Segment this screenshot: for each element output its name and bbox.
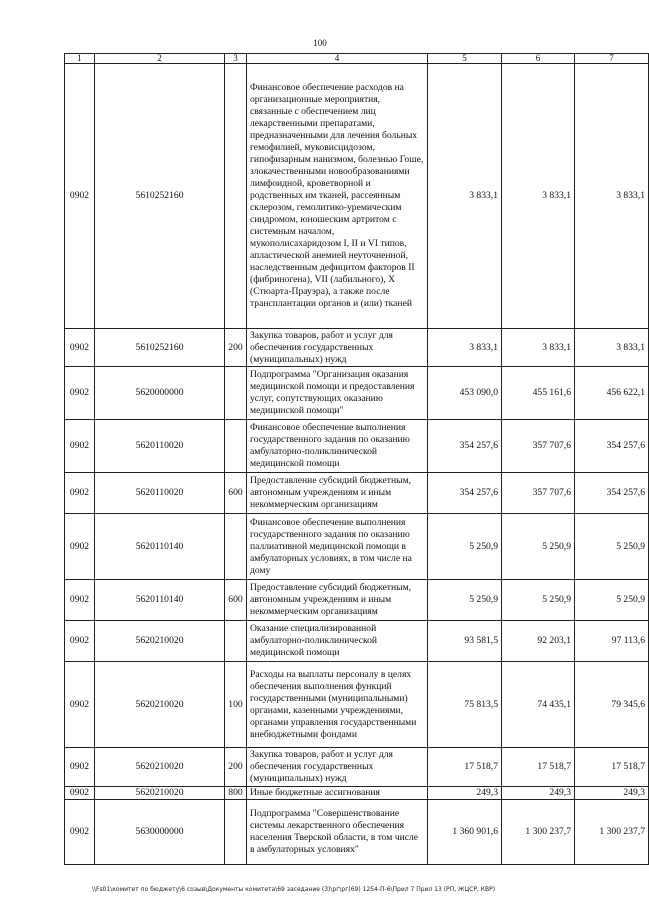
expense-type-code: 200 <box>225 329 247 367</box>
target-article-code: 5620210020 <box>95 787 225 800</box>
section-code: 0902 <box>65 420 95 473</box>
item-name: Подпрограмма "Совершенствование системы лекарственного обеспечения населения Тверской области, в том числе в амбулаторных условиях" <box>247 800 428 865</box>
amount-year-2: 1 300 237,7 <box>502 800 575 865</box>
amount-year-1: 3 833,1 <box>428 329 502 367</box>
table-row <box>65 420 649 473</box>
item-name: Финансовое обеспечение расходов на организационные мероприятия, связанные с обеспечением лиц лекарственными препаратами, предназначенными для лечения больных гемофилией, муковисцидозом, гипофизарным нанизмом, болезнью Гоше, злокачественными новообразованиями лимфоидной, кроветворной и родственных им тканей, рассеянным склерозом, гемолитико-уремическим синдромом, юношеским артритом с системным началом, мукополисахаридозом I, II и VI типов, апластической анемией неуточненной, наследственным дефицитом факторов II (фибриногена), VII (лабильного), X (Стюарта-Прауэра), а также после трансплантации органов и (или) тканей <box>247 64 428 329</box>
target-article-code: 5620210020 <box>95 621 225 662</box>
expense-type-code: 800 <box>225 787 247 800</box>
target-article-code: 5620210020 <box>95 662 225 748</box>
expense-type-code: 600 <box>225 473 247 514</box>
amount-year-1: 453 090,0 <box>428 367 502 420</box>
target-article-code: 5620110140 <box>95 514 225 580</box>
table-row <box>65 800 649 865</box>
amount-year-3: 249,3 <box>575 787 649 800</box>
expense-type-code <box>225 420 247 473</box>
section-code: 0902 <box>65 329 95 367</box>
item-name: Иные бюджетные ассигнования <box>247 787 428 800</box>
section-code: 0902 <box>65 800 95 865</box>
amount-year-1: 93 581,5 <box>428 621 502 662</box>
expense-type-code <box>225 621 247 662</box>
table-row <box>65 64 649 329</box>
section-code: 0902 <box>65 621 95 662</box>
target-article-code: 5620110020 <box>95 420 225 473</box>
amount-year-2: 357 707,6 <box>502 473 575 514</box>
budget-table <box>64 53 649 865</box>
target-article-code: 5610252160 <box>95 64 225 329</box>
table-row <box>65 367 649 420</box>
item-name: Расходы на выплаты персоналу в целях обеспечения выполнения функций государственными (муниципальными) органами, казенными учреждениями, органами управления государственными внебюджетными фондами <box>247 662 428 748</box>
expense-type-code: 100 <box>225 662 247 748</box>
section-code: 0902 <box>65 748 95 787</box>
target-article-code: 5630000000 <box>95 800 225 865</box>
amount-year-2: 74 435,1 <box>502 662 575 748</box>
amount-year-3: 97 113,6 <box>575 621 649 662</box>
section-code: 0902 <box>65 662 95 748</box>
table-row <box>65 329 649 367</box>
target-article-code: 5620110020 <box>95 473 225 514</box>
target-article-code: 5610252160 <box>95 329 225 367</box>
expense-type-code: 600 <box>225 580 247 621</box>
amount-year-2: 455 161,6 <box>502 367 575 420</box>
item-name: Финансовое обеспечение выполнения государственного задания по оказанию амбулаторно-поликлинической медицинской помощи <box>247 420 428 473</box>
amount-year-3: 3 833,1 <box>575 329 649 367</box>
amount-year-3: 1 300 237,7 <box>575 800 649 865</box>
expense-type-code <box>225 514 247 580</box>
page-number: 100 <box>313 38 327 48</box>
column-number-header: 3 <box>225 54 247 64</box>
column-number-header: 6 <box>502 54 575 64</box>
footer-file-path: \\Fs01\комитет по бюджету\6 созыв\Документы комитета\69 заседание (3)\рг\рг(69) 1254-П-6\Прил 7 Прил 13 (РП, ЖЦСР, КВР) <box>92 886 496 893</box>
amount-year-1: 17 518,7 <box>428 748 502 787</box>
column-number-header: 2 <box>95 54 225 64</box>
amount-year-3: 354 257,6 <box>575 473 649 514</box>
table-row <box>65 621 649 662</box>
amount-year-3: 5 250,9 <box>575 514 649 580</box>
item-name: Предоставление субсидий бюджетным, автономным учреждениям и иным некоммерческим организациям <box>247 473 428 514</box>
table-row <box>65 473 649 514</box>
amount-year-2: 249,3 <box>502 787 575 800</box>
item-name: Финансовое обеспечение выполнения государственного задания по оказанию паллиативной медицинской помощи в амбулаторных условиях, в том числе на дому <box>247 514 428 580</box>
amount-year-1: 5 250,9 <box>428 580 502 621</box>
section-code: 0902 <box>65 580 95 621</box>
target-article-code: 5620110140 <box>95 580 225 621</box>
amount-year-1: 1 360 901,6 <box>428 800 502 865</box>
table-row <box>65 662 649 748</box>
amount-year-1: 354 257,6 <box>428 420 502 473</box>
target-article-code: 5620210020 <box>95 748 225 787</box>
amount-year-1: 249,3 <box>428 787 502 800</box>
expense-type-code <box>225 367 247 420</box>
section-code: 0902 <box>65 367 95 420</box>
amount-year-1: 75 813,5 <box>428 662 502 748</box>
section-code: 0902 <box>65 64 95 329</box>
amount-year-3: 354 257,6 <box>575 420 649 473</box>
section-code: 0902 <box>65 514 95 580</box>
amount-year-3: 3 833,1 <box>575 64 649 329</box>
amount-year-1: 5 250,9 <box>428 514 502 580</box>
amount-year-1: 3 833,1 <box>428 64 502 329</box>
amount-year-2: 3 833,1 <box>502 64 575 329</box>
table-row <box>65 580 649 621</box>
section-code: 0902 <box>65 787 95 800</box>
expense-type-code <box>225 800 247 865</box>
amount-year-2: 92 203,1 <box>502 621 575 662</box>
item-name: Закупка товаров, работ и услуг для обеспечения государственных (муниципальных) нужд <box>247 329 428 367</box>
table-row <box>65 748 649 787</box>
target-article-code: 5620000000 <box>95 367 225 420</box>
column-number-header: 1 <box>65 54 95 64</box>
column-number-header: 7 <box>575 54 649 64</box>
amount-year-1: 354 257,6 <box>428 473 502 514</box>
item-name: Оказание специализированной амбулаторно-поликлинической медицинской помощи <box>247 621 428 662</box>
amount-year-2: 17 518,7 <box>502 748 575 787</box>
column-number-header: 4 <box>247 54 428 64</box>
amount-year-3: 456 622,1 <box>575 367 649 420</box>
amount-year-3: 17 518,7 <box>575 748 649 787</box>
column-number-row <box>65 54 649 64</box>
item-name: Подпрограмма "Организация оказания медицинской помощи и предоставления услуг, сопутствующих оказанию медицинской помощи" <box>247 367 428 420</box>
expense-type-code <box>225 64 247 329</box>
column-number-header: 5 <box>428 54 502 64</box>
table-row <box>65 514 649 580</box>
section-code: 0902 <box>65 473 95 514</box>
item-name: Закупка товаров, работ и услуг для обеспечения государственных (муниципальных) нужд <box>247 748 428 787</box>
expense-type-code: 200 <box>225 748 247 787</box>
table-row <box>65 787 649 800</box>
amount-year-2: 5 250,9 <box>502 580 575 621</box>
item-name: Предоставление субсидий бюджетным, автономным учреждениям и иным некоммерческим организациям <box>247 580 428 621</box>
amount-year-2: 5 250,9 <box>502 514 575 580</box>
amount-year-3: 5 250,9 <box>575 580 649 621</box>
amount-year-2: 357 707,6 <box>502 420 575 473</box>
amount-year-3: 79 345,6 <box>575 662 649 748</box>
amount-year-2: 3 833,1 <box>502 329 575 367</box>
